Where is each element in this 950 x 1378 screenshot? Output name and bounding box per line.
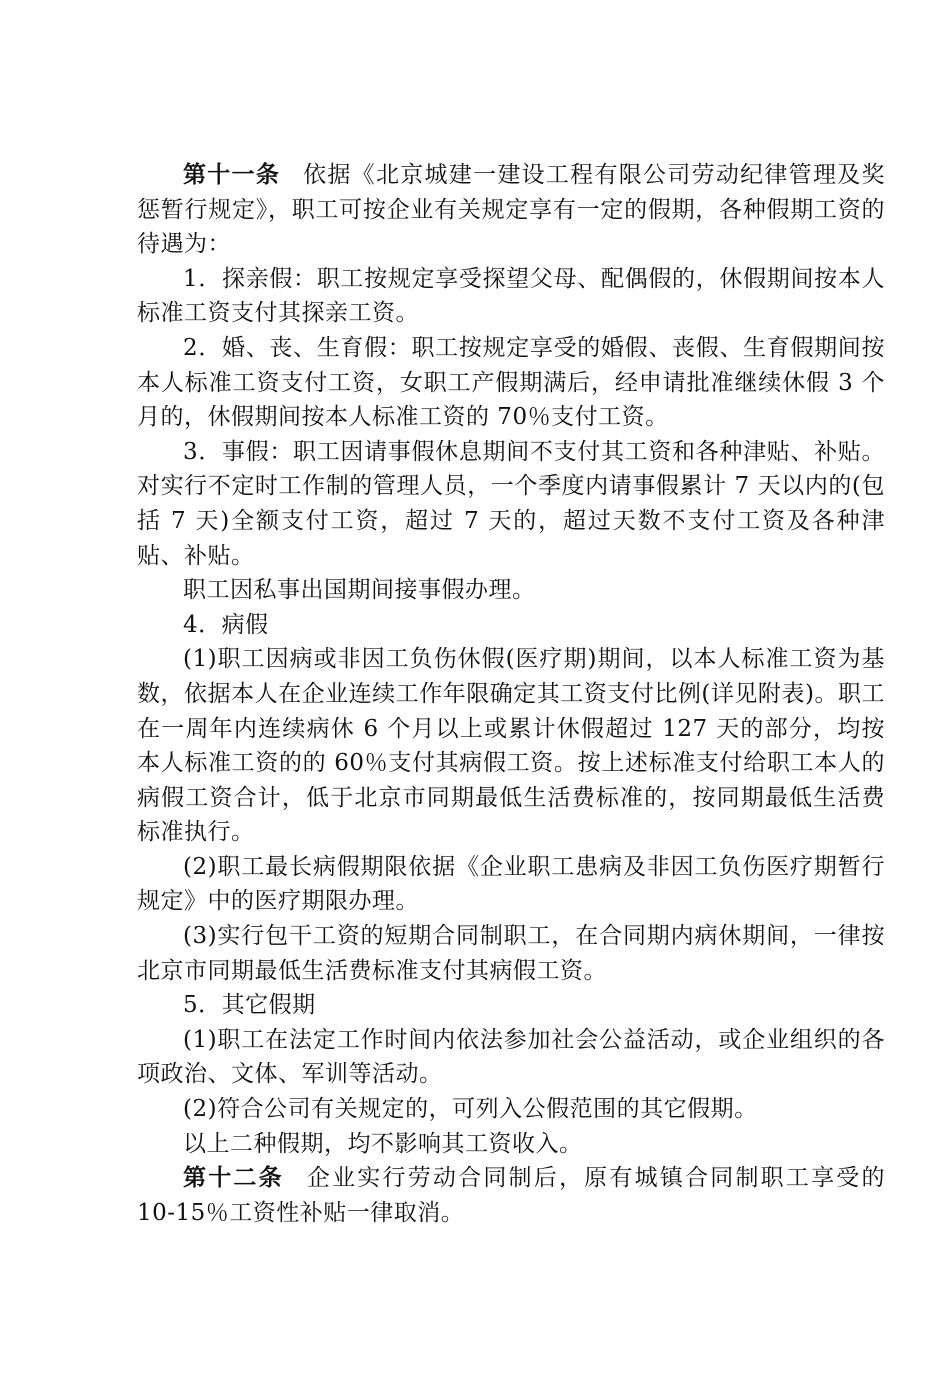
paragraph-marriage-funeral-maternity [137,331,885,435]
paragraph-sick-leave-heading [137,608,885,643]
paragraph-text: 3．事假：职工因请事假休息期间不支付其工资和各种津贴、补贴。对实行不定时工作制的管理人员，一个季度内请事假累计 7 天以内的(包括 7 天)全额支付工资，超过 7 天的，超过天数不支付工资及各种津贴、补贴。 [137,438,885,569]
paragraph-text: 1．探亲假：职工按规定享受探望父母、配偶假的，休假期间按本人标准工资支付其探亲工资。 [137,265,885,327]
paragraph-other-leave-note [137,1127,885,1162]
paragraph-text: (2)职工最长病假期限依据《企业职工患病及非因工负伤医疗期暂行规定》中的医疗期限办理。 [137,853,885,915]
paragraph-article-11 [137,158,885,262]
paragraph-sick-leave-2 [137,850,885,919]
paragraph-text: 职工因私事出国期间接事假办理。 [183,577,536,604]
paragraph-text: (3)实行包干工资的短期合同制职工，在合同期内病休期间，一律按北京市同期最低生活费标准支付其病假工资。 [137,923,885,984]
paragraph-text: (1)职工因病或非因工负伤休假(医疗期)期间，以本人标准工资为基数，依据本人在企业连续工作年限确定其工资支付比例(详见附表)。职工在一周年内连续病休 6 个月以上或累计休假超过 127 天的部分，均按本人标准工资的的 60％支付其病假工资。按上述标准支付给职工本人的病假工资合计，低于北京市同期最低生活费标准的，按同期最低生活费标准执行。 [137,646,885,846]
paragraph-home-leave [137,262,885,331]
paragraph-text: 依据《北京城建一建设工程有限公司劳动纪律管理及奖惩暂行规定》，职工可按企业有关规定享有一定的假期，各种假期工资的待遇为： [137,162,886,258]
paragraph-article-12 [137,1161,885,1230]
paragraph-sick-leave-1 [137,642,885,850]
paragraph-abroad-leave [137,573,885,608]
paragraph-other-leave-1 [137,1023,885,1092]
paragraph-sick-leave-3 [137,919,885,988]
article-heading: 第十一条 [183,162,281,188]
paragraph-text: 以上二种假期，均不影响其工资收入。 [183,1130,583,1157]
paragraph-text: 5．其它假期 [183,992,316,1019]
paragraph-text: (2)符合公司有关规定的，可列入公假范围的其它假期。 [183,1096,758,1123]
paragraph-text: 2．婚、丧、生育假：职工按规定享受的婚假、丧假、生育假期间按本人标准工资支付工资，女职工产假期满后，经申请批准继续休假 3 个月的，休假期间按本人标准工资的 70％支付工资。 [137,334,885,431]
document-body [137,158,885,1230]
paragraph-personal-leave [137,435,885,573]
article-heading: 第十二条 [183,1165,284,1192]
paragraph-other-leave-2 [137,1092,885,1127]
paragraph-text: 企业实行劳动合同制后，原有城镇合同制职工享受的 10-15％工资性补贴一律取消。 [137,1165,886,1226]
paragraph-text: (1)职工在法定工作时间内依法参加社会公益活动，或企业组织的各项政治、文体、军训等活动。 [137,1026,885,1088]
paragraph-text: 4．病假 [183,611,269,638]
paragraph-other-leave-heading [137,988,885,1023]
